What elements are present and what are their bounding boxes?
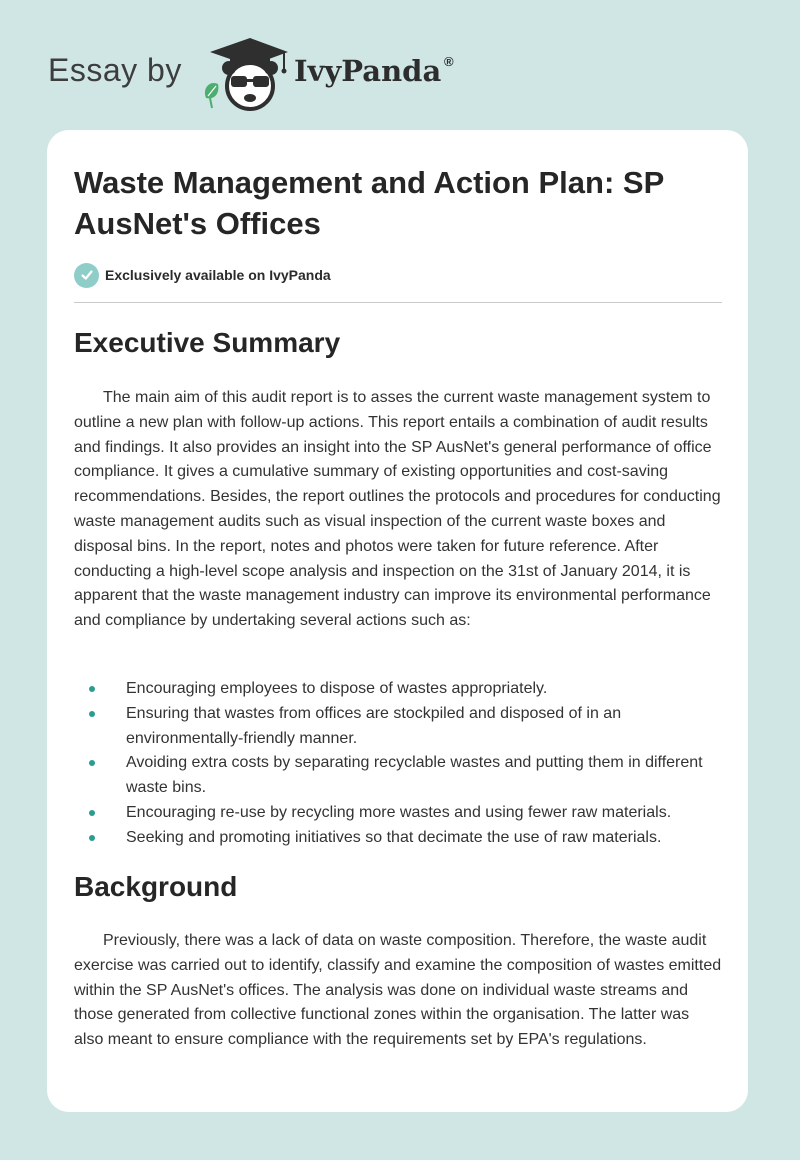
article-title: Waste Management and Action Plan: SP AusNet's Offices [74,165,664,241]
bullet-dot-icon [89,686,95,692]
bullet-dot-icon [89,810,95,816]
list-item: Avoiding extra costs by separating recyclable wastes and putting them in different waste bins. [74,751,722,801]
title-divider [74,302,722,303]
bullet-dot-icon [89,835,95,841]
brand-prefix: Essay by [48,52,182,88]
panda-logo-icon [200,36,290,112]
list-item: Ensuring that wastes from offices are stockpiled and disposed of in an environmentally-friendly manner. [74,702,722,752]
action-list [74,677,722,851]
section-heading-background: Background [74,871,238,902]
site-logo[interactable] [48,34,508,114]
section-paragraph: The main aim of this audit report is to asses the current waste management system to outline a new plan with follow-up actions. This report entails a combination of audit results and findings. It also provides an insight into the SP AusNet's general performance of office compliance. It gives a cumulative summary of existing opportunities and cost-saving recommendations. Besides, the report outlines the protocols and procedures for conducting waste management audits such as visual inspection of the current waste boxes and disposal bins. In the report, notes and photos were taken for future reference. After conducting a high-level scope analysis and inspection on the 31st of January 2014, it is apparent that the waste management industry can improve its environmental performance and compliance by undertaking several actions such as: [74,389,721,630]
section-paragraph: Previously, there was a lack of data on waste composition. Therefore, the waste audit exercise was carried out to identify, classify and examine the composition of wastes emitted within the SP AusNet's offices. The analysis was done on individual waste streams and those generated from collective functional zones within the organisation. The latter was also meant to ensure compliance with the requirements set by EPA's regulations. [74,932,722,1049]
list-item: Encouraging employees to dispose of wastes appropriately. [74,677,722,702]
bullet-dot-icon [89,760,95,766]
exclusive-badge [74,262,331,288]
article-card [47,130,748,1112]
bullet-dot-icon [89,711,95,717]
list-item: Encouraging re-use by recycling more wastes and using fewer raw materials. [74,801,722,826]
exclusive-label: Exclusively available on IvyPanda [105,267,331,283]
section-heading-executive-summary: Executive Summary [74,327,341,358]
list-item: Seeking and promoting initiatives so that decimate the use of raw materials. [74,826,722,851]
registered-mark: ® [444,54,454,69]
brand-name: IvyPanda [294,54,442,88]
check-circle-icon [74,263,99,288]
